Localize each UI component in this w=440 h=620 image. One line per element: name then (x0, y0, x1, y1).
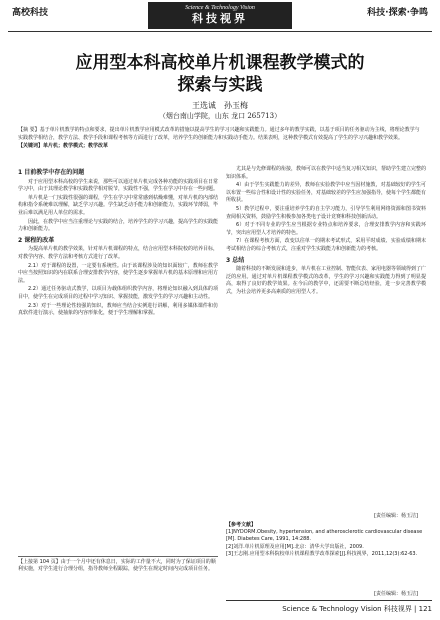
page-footer: Science & Technology Vision 科技视界 | 121 (282, 605, 432, 613)
reference-item: [1]NYDORM.Obesity, hypertension, and atherosclerotic cardiovascular disease [M]. Diabetes Care, 1991, 14:288. (226, 529, 423, 543)
journal-title: 科技视界 (192, 12, 248, 25)
abstract-block (18, 126, 422, 150)
paragraph: 因此，在教学中应当注重理论与实践的结合，培养学生的学习兴趣，提高学生的实践能力和创新能力。 (18, 218, 219, 233)
editor-credit-bottom: [责任编辑：杨玉洁] (374, 591, 418, 597)
editor-credit: [责任编辑：杨玉洁] (374, 513, 418, 519)
paragraph: 为提高单片机的教学效果，针对单片机课程的特点，结合应用型本科院校的培养目标，对教学内容、教学方法和考核方式进行了改革。 (18, 246, 219, 260)
paragraph: 2.1）对于课程的设置，一定要有系统性。由于该课程涉及的知识面较广，教师在教学中应当按照知识的内在联系合理安排教学内容，使学生逐步掌握单片机的基本原理和应用方法。 (18, 262, 219, 284)
reference-item: [3]王志刚.应用型本科院校单片机课程教学改革探索[J].科技视界，2011,12(3):62-63. (226, 550, 418, 557)
paragraph: 7）在课程考核方面，改变以往单一的期末考试形式，采用平时成绩、实验成绩和期末考试相结合的综合考核方式，注重对学生实践能力和创新能力的考核。 (226, 238, 426, 252)
authors: 王选诚 孙玉梅 (192, 101, 248, 110)
header-divider (8, 31, 432, 32)
journal-subtitle: Science & Technology Vision (185, 5, 255, 11)
paragraph: 随着科技的不断发展和进步，单片机在工业控制、智能仪表、家用电器等领域得到了广泛的应用。通过对单片机课程教学模式的改革，学生的学习兴趣和实践能力得到了明显提高，取得了良好的教学效果。在今后的教学中，还需要不断总结经验，进一步完善教学模式，为社会培养更多高素质的应用型人才。 (226, 266, 427, 295)
section-heading: 2 课程的改革 (18, 236, 55, 244)
references-heading: 【参考文献】 (226, 522, 257, 528)
paragraph: 2.2）通过任务驱动式教学，以项目为载体组织教学内容，将理论知识融入到具体的项目中，使学生在完成项目的过程中学习知识、掌握技能，激发学生的学习兴趣和主动性。 (18, 286, 218, 300)
references (226, 522, 426, 558)
paragraph: 单片机是一门实践性很强的课程，学生在学习中常常感到枯燥难懂，对单片机的内部结构和指令系统难以理解，缺乏学习兴趣。学生缺乏动手能力和创新能力，实践环节薄弱，毕业后难以满足用人单位的需求。 (18, 194, 219, 216)
paragraph: 2.3）对于一些理论性较强的知识，教师应当结合实例进行讲解，利用多媒体课件和仿真软件进行演示，使抽象的内容形象化，便于学生理解和掌握。 (18, 302, 218, 317)
header-right-label: 科技·探索·争鸣 (367, 8, 428, 18)
section-heading: 3 总结 (226, 256, 245, 264)
paragraph: 对于应用型本科高校的学生来说，那些可以通过单片机完成各种功能的实践项目在日常学习中，由于其理论教学和实践教学相对脱节，实践性不强，学生在学习中存在一些问题。 (18, 178, 219, 193)
paragraph: 6）对于不同专业的学生应当根据专业特点和培养要求，合理安排教学内容和实践环节，突出应用型人才培养的特色。 (226, 222, 426, 236)
affiliation: （烟台南山学院，山东 龙口 265713） (158, 112, 282, 120)
keywords: 【关键词】单片机；教学模式；教学改革 (18, 143, 109, 149)
page-header (0, 0, 440, 34)
title-line-2: 探索与实践 (177, 75, 263, 95)
title-line-1: 应用型本科高校单片机课程教学模式的 (75, 53, 365, 73)
header-left-label: 高校科技 (12, 8, 49, 18)
article-title (0, 52, 440, 96)
paragraph: 4）由于学生实践能力的差异，教师在实验教学中应当因材施教，对基础较好的学生可以布置一些综合性和设计性的实验任务，对基础较差的学生应加强指导，使每个学生都能有所收获。 (226, 182, 427, 204)
right-column (226, 166, 426, 298)
abstract-text: 【摘 要】基于单片机教学的特点和要求，提出单片机教学应用模式改革的措施以提高学生的学习兴趣和实践能力。通过多年的教学实践，以基于项目的任务驱动为主线，将理论教学与实践教学相结合，教学方法、教学手段和课程考核等方面进行了改革，培养学生的创新能力和实践动手能力。结果表明，这种教学模式有效提高了学生的学习兴趣和教学效果。 (18, 127, 420, 141)
section-heading: 1 目前教学中存在的问题 (18, 169, 85, 176)
reference-item: [2]刘洋.单片机原理及应用[M].北京：清华大学出版社，2009. (226, 543, 364, 550)
continuation-note: 【上接第 104 页】由于一个月中还有休息日，实际的工作量不大，同时为了保证项目的顺利实施，对学生进行合理分组，指导教师全程跟踪，使学生在规定时间内完成项目任务。 (18, 556, 218, 574)
footer-divider (226, 600, 432, 601)
paragraph: 5）教学过程中，要注重培养学生的自主学习能力，引导学生利用网络资源和图书资料查阅相关资料，鼓励学生积极参加各类电子设计竞赛和科技创新活动。 (226, 205, 426, 220)
journal-banner (148, 2, 292, 29)
paragraph: 尤其是与先修课程的衔接，教师可以在教学中适当复习相关知识，帮助学生建立完整的知识体系。 (226, 166, 427, 180)
left-column (18, 166, 218, 319)
